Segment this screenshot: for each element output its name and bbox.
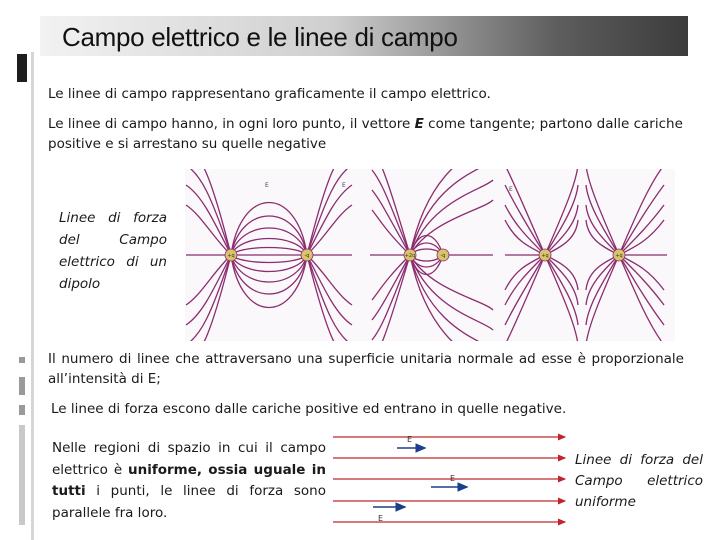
field-label-e: E	[342, 182, 346, 189]
frame-left-border	[31, 52, 34, 540]
dipole-caption: Linee di forza del Campo elettrico di un dipolo	[59, 210, 167, 292]
field-label-e: E	[509, 186, 513, 193]
paragraph-direction: Le linee di forza escono dalle cariche positive ed entrano in quelle negative.	[51, 401, 567, 417]
uniform-caption: Linee di forza del Campo elettrico uniforme	[575, 452, 703, 510]
paragraph-tangent	[48, 114, 688, 154]
vector-e: E	[414, 116, 424, 132]
paragraph-uniform	[52, 438, 326, 524]
tangent-text-1: Le linee di campo hanno, in ogni loro punto, il vettore	[48, 116, 415, 132]
uniform-field-figure	[329, 427, 575, 534]
title-bullet	[17, 54, 27, 82]
paragraph-definition	[48, 84, 688, 104]
charge-label: +q	[541, 253, 549, 259]
charge-label: -q	[304, 253, 310, 259]
uniform-text-2: i punti, le linee di forza sono parallele fra loro.	[52, 483, 326, 521]
bullet-bar	[19, 425, 25, 525]
bullet-square	[19, 377, 25, 395]
uniform-bold: uniforme, ossia uguale in tutti	[52, 461, 326, 499]
bullet-square	[19, 357, 25, 363]
bullet-square	[19, 405, 25, 415]
vector-label-e: E	[450, 474, 456, 483]
paragraph-density: Il numero di linee che attraversano una superficie unitaria normale ad esse è proporzionale all’intensità di E;	[48, 351, 684, 387]
uniform-text-1: Nelle regioni di spazio in cui il campo elettrico è	[52, 440, 326, 478]
term-linee-di-campo: Le linee di campo	[48, 86, 168, 102]
tangent-text-2: come tangente; partono dalle cariche positive e si arrestano su quelle negative	[48, 116, 683, 152]
definition-text: rappresentano graficamente il campo elettrico.	[167, 86, 491, 102]
slide-title: Campo elettrico e le linee di campo	[62, 22, 458, 52]
charge-label: +q	[227, 253, 235, 259]
uniform-field-lines	[333, 437, 565, 522]
charge-label: -q	[440, 253, 446, 259]
dipole-field-figure	[185, 169, 675, 341]
charge-label: +2q	[404, 253, 416, 259]
vector-label-e: E	[378, 514, 384, 523]
vector-label-e: E	[407, 435, 413, 444]
charge-label: +q	[615, 253, 623, 259]
field-label-e: E	[265, 182, 269, 189]
